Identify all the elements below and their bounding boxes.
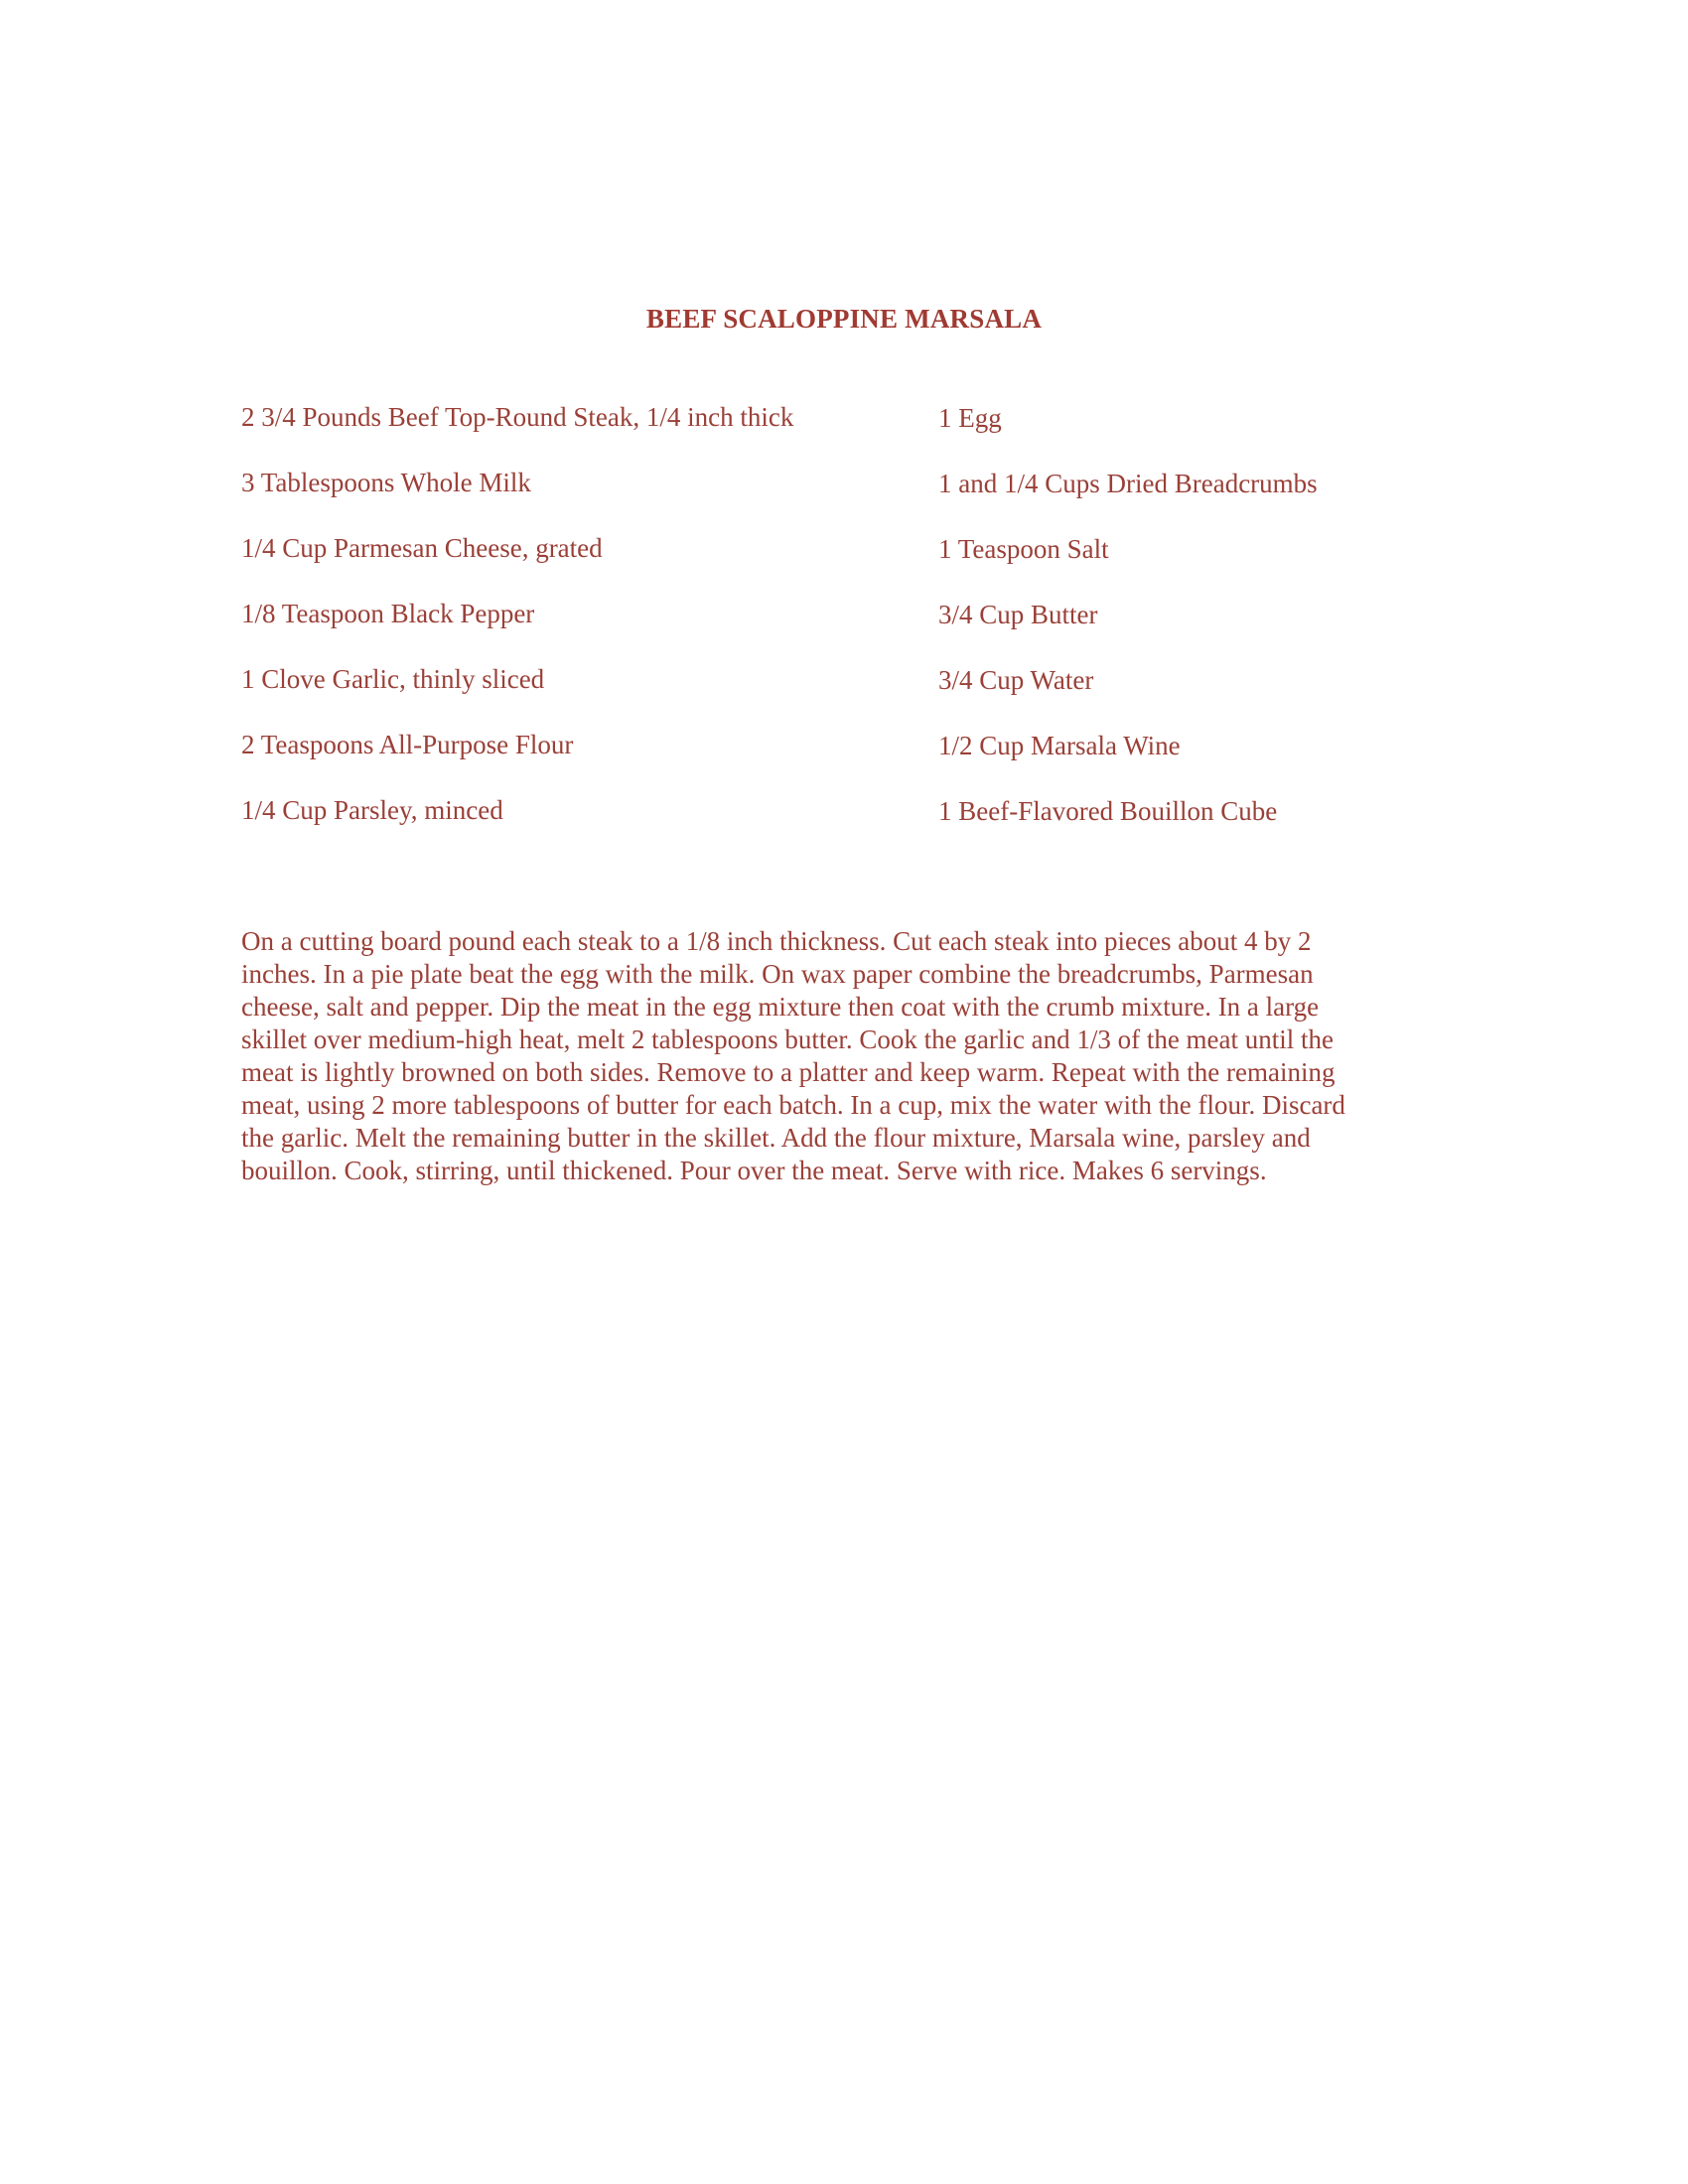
ingredient-item: 2 3/4 Pounds Beef Top-Round Steak, 1/4 inch thick (241, 402, 794, 432)
directions-line: cheese, salt and pepper. Dip the meat in the egg mixture then coat with the crumb mixture. In a large (241, 992, 1320, 1022)
ingredient-item: 1 and 1/4 Cups Dried Breadcrumbs (938, 469, 1318, 498)
directions-line: bouillon. Cook, stirring, until thickened. Pour over the meat. Serve with rice. Makes 6 servings. (241, 1156, 1267, 1185)
ingredient-item: 3/4 Cup Water (938, 665, 1094, 695)
ingredient-item: 1/8 Teaspoon Black Pepper (241, 599, 535, 628)
ingredient-item: 1/2 Cup Marsala Wine (938, 731, 1181, 760)
ingredient-item: 3 Tablespoons Whole Milk (241, 468, 531, 497)
ingredient-item: 1/4 Cup Parsley, minced (241, 795, 503, 825)
directions-line: On a cutting board pound each steak to a 1/8 inch thickness. Cut each steak into pieces about 4 by 2 (241, 926, 1312, 956)
directions-line: the garlic. Melt the remaining butter in the skillet. Add the flour mixture, Marsala wine, parsley and (241, 1123, 1311, 1153)
directions-line: meat, using 2 more tablespoons of butter for each batch. In a cup, mix the water with the flour. Discard (241, 1090, 1345, 1120)
recipe-title: BEEF SCALOPPINE MARSALA (645, 304, 1043, 334)
ingredient-item: 3/4 Cup Butter (938, 600, 1098, 629)
ingredient-item: 1 Teaspoon Salt (938, 534, 1109, 564)
ingredient-item: 1 Beef-Flavored Bouillon Cube (938, 796, 1278, 826)
directions-line: inches. In a pie plate beat the egg with the milk. On wax paper combine the breadcrumbs, Parmesan (241, 959, 1314, 989)
ingredient-item: 1/4 Cup Parmesan Cheese, grated (241, 533, 603, 563)
ingredient-item: 2 Teaspoons All-Purpose Flour (241, 730, 574, 759)
ingredient-item: 1 Egg (938, 403, 1002, 433)
directions-line: skillet over medium-high heat, melt 2 tablespoons butter. Cook the garlic and 1/3 of the meat until the (241, 1024, 1335, 1054)
directions-paragraph (241, 925, 1473, 1187)
ingredient-item: 1 Clove Garlic, thinly sliced (241, 664, 545, 694)
directions-line: meat is lightly browned on both sides. Remove to a platter and keep warm. Repeat with the remaining (241, 1057, 1336, 1087)
